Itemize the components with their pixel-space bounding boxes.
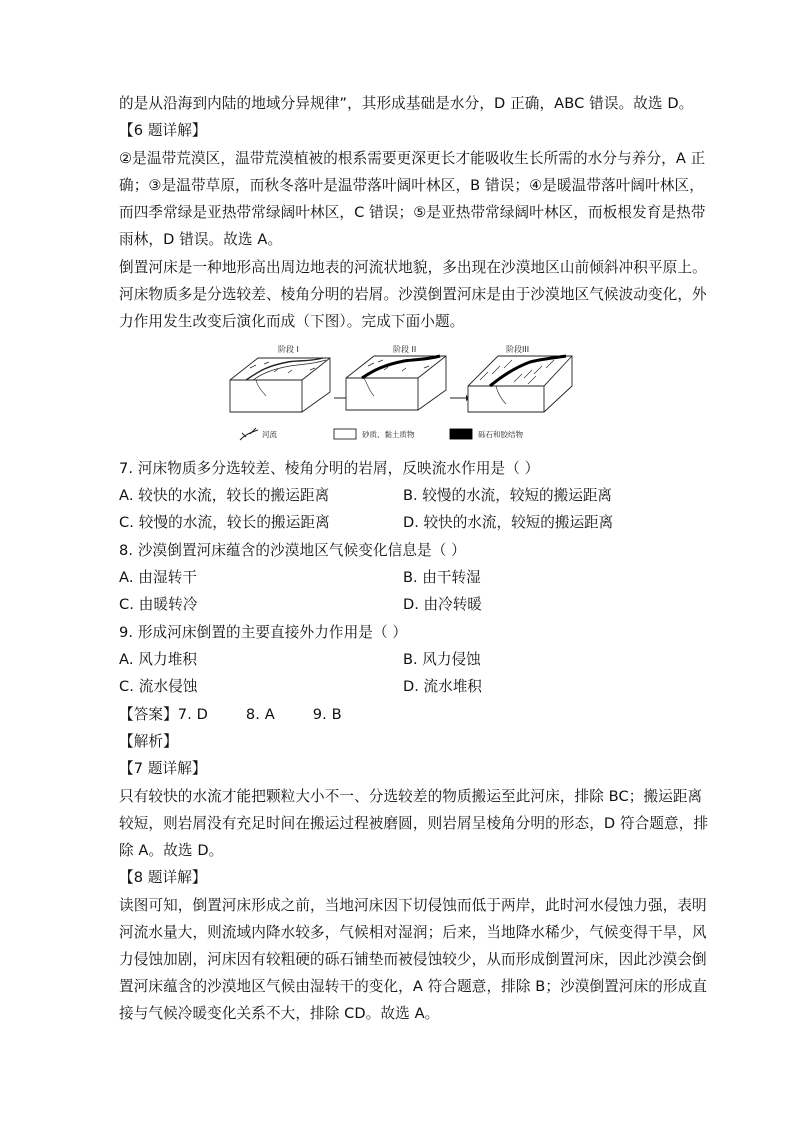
intro-line: 倒置河床是一种地形高出周边地表的河流状地貌，多出现在沙漠地区山前倾斜冲积平原上。 xyxy=(119,259,707,276)
option: B. 风力侵蚀 xyxy=(403,651,481,668)
option: C. 流水侵蚀 xyxy=(119,678,198,695)
q6-line: 确；③是温带草原，而秋冬落叶是温带落叶阔叶林区，B 错误；④是暖温带落叶阔叶林区， xyxy=(119,177,704,194)
option: A. 较快的水流，较长的搬运距离 xyxy=(119,487,330,504)
stage-label-3: 阶段III xyxy=(506,345,530,354)
stage-label-1: 阶段 I xyxy=(278,345,299,354)
stage-2-block xyxy=(346,356,446,410)
stage-1-block xyxy=(230,358,330,412)
option: D. 流水堆积 xyxy=(403,678,482,695)
q7-line: 除 A。故选 D。 xyxy=(119,842,224,859)
option: D. 较快的水流，较短的搬运距离 xyxy=(403,514,614,531)
q8-heading: 【8 题详解】 xyxy=(119,869,207,886)
q7-line: 较短，则岩屑没有充足时间在搬运过程被磨圆，则岩屑呈棱角分明的形态，D 符合题意，排 xyxy=(119,815,709,832)
option: C. 由暖转冷 xyxy=(119,596,198,613)
option: B. 较慢的水流，较短的搬运距离 xyxy=(403,487,613,504)
q8-line: 读图可知，倒置河床形成之前，当地河床因下切侵蚀而低于两岸，此时河水侵蚀力强，表明 xyxy=(119,897,707,914)
q7-line: 只有较快的水流才能把颗粒大小不一、分选较差的物质搬运至此河床，排除 BC；搬运距离 xyxy=(119,788,703,805)
question-9-stem: 9. 形成河床倒置的主要直接外力作用是（ ） xyxy=(119,624,408,641)
q8-line: 接与气候冷暖变化关系不大，排除 CD。故选 A。 xyxy=(119,1005,440,1022)
q6-line: ②是温带荒漠区，温带荒漠植被的根系需要更深更长才能吸收生长所需的水分与养分，A 正 xyxy=(119,150,706,167)
stage-label-2: 阶段 II xyxy=(393,345,417,354)
option: D. 由冷转暖 xyxy=(403,596,482,613)
gravel-legend-swatch xyxy=(450,429,472,439)
option: A. 由湿转干 xyxy=(119,569,198,586)
legend-gravel-label: 砾石和胶结物 xyxy=(478,430,523,439)
option: C. 较慢的水流，较长的搬运距离 xyxy=(119,514,330,531)
question-7-stem: 7. 河床物质多分选较差、棱角分明的岩屑，反映流水作用是（ ） xyxy=(119,460,540,477)
q7-heading: 【7 题详解】 xyxy=(119,760,207,777)
option: A. 风力堆积 xyxy=(119,651,198,668)
legend-sand-label: 砂质、黏土质物 xyxy=(362,430,415,439)
intro-line: 力作用发生改变后演化而成（下图）。完成下面小题。 xyxy=(119,313,465,330)
q8-line: 力侵蚀加剧，河床因有较粗硬的砾石铺垫而被侵蚀较少，从而形成倒置河床，因此沙漠会倒 xyxy=(119,951,707,968)
analysis-label: 【解析】 xyxy=(119,733,178,750)
inverted-channel-figure xyxy=(228,340,574,450)
option: B. 由干转湿 xyxy=(403,569,481,586)
q8-line: 河流水量大，则流域内降水较多，气候相对湿润；后来，当地降水稀少，气候变得干旱，风 xyxy=(119,924,707,941)
sand-legend-swatch xyxy=(334,429,356,439)
legend-river-label: 河流 xyxy=(262,430,277,439)
figure-diagram xyxy=(228,340,574,450)
q6-heading: 【6 题详解】 xyxy=(119,122,207,139)
q6-line: 而四季常绿是亚热带常绿阔叶林区，C 错误；⑤是亚热带常绿阔叶林区，而板根发育是热带 xyxy=(119,204,706,221)
legend xyxy=(240,428,523,440)
q8-line: 置河床蕴含的沙漠地区气候由湿转干的变化，A 符合题意，排除 B；沙漠倒置河床的形成直 xyxy=(119,978,708,995)
q6-line: 雨林，D 错误。故选 A。 xyxy=(119,231,283,248)
question-8-stem: 8. 沙漠倒置河床蕴含的沙漠地区气候变化信息是（ ） xyxy=(119,542,466,559)
river-legend-icon xyxy=(240,428,258,440)
answer-line: 【答案】7. D 8. A 9. B xyxy=(119,706,342,723)
stage-3-block xyxy=(468,356,572,412)
intro-line: 河床物质多是分选较差、棱角分明的岩屑。沙漠倒置河床是由于沙漠地区气候波动变化，外 xyxy=(119,286,707,303)
paragraph-line: 的是从沿海到内陆的地域分异规律”，其形成基础是水分，D 正确，ABC 错误。故选 D。 xyxy=(119,95,694,112)
